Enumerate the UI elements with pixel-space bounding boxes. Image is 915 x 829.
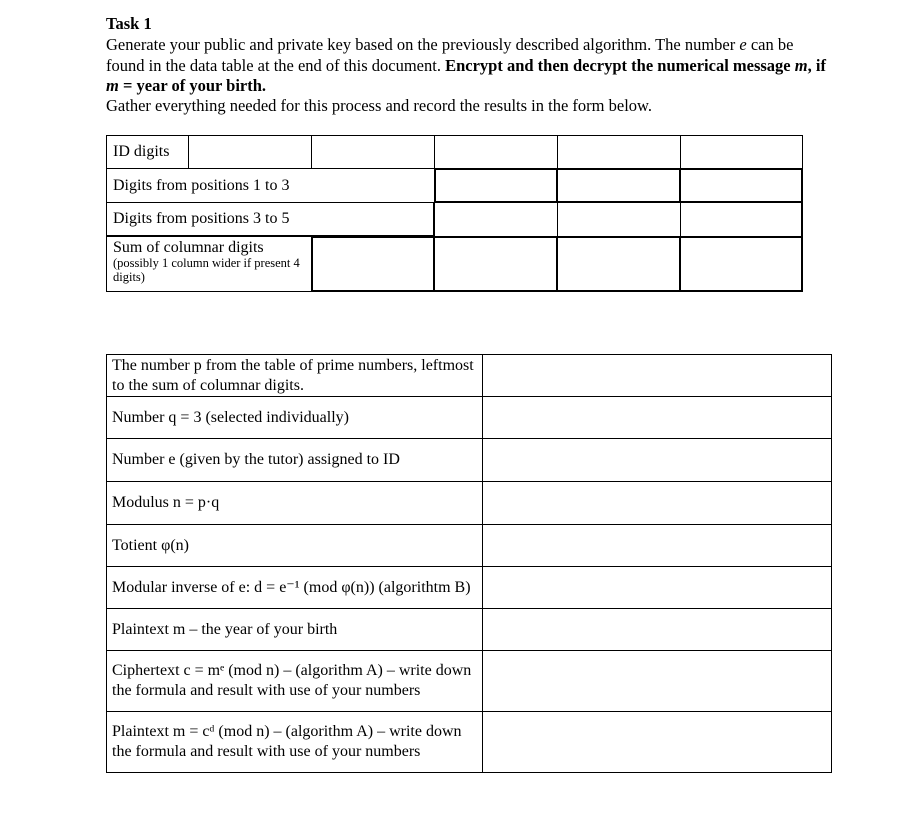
positions-1-3-cell[interactable] <box>434 168 558 203</box>
plaintext-label: Plaintext m – the year of your birth <box>107 609 483 651</box>
instr-var-e: e <box>739 35 747 54</box>
sum-columnar-cell[interactable] <box>434 236 558 292</box>
sum-columnar-note: (possibly 1 column wider if present 4 digits) <box>113 256 300 284</box>
table-row <box>107 712 832 773</box>
instr-bold-1: Encrypt and then decrypt the numerical message <box>445 55 795 75</box>
table-row <box>107 397 832 439</box>
positions-1-3-label-cell <box>106 168 435 203</box>
instr-part-2: can be found in the data table at the end of this document. <box>106 35 794 75</box>
inverse-label: Modular inverse of e: d = e⁻¹ (mod φ(n)) (algorithtm B) <box>107 567 483 609</box>
table-row <box>107 567 832 609</box>
id-digit-cell[interactable] <box>557 135 681 169</box>
id-digits-table <box>106 135 803 292</box>
table-row <box>107 609 832 651</box>
table-row <box>107 525 832 567</box>
sum-columnar-label: Sum of columnar digits <box>113 239 264 256</box>
inverse-value-cell[interactable] <box>483 567 832 609</box>
positions-1-3-label: Digits from positions 1 to 3 <box>113 176 290 194</box>
positions-1-3-cell[interactable] <box>557 168 681 203</box>
sum-columnar-label-cell <box>106 236 312 292</box>
task-instructions <box>106 35 836 97</box>
decrypt-label: Plaintext m = cᵈ (mod n) – (algorithm A) – write down the formula and result with use of your numbers <box>107 712 483 773</box>
q-value-cell[interactable] <box>483 397 832 439</box>
modulus-value-cell[interactable] <box>483 482 832 525</box>
table-row <box>107 651 832 712</box>
totient-label: Totient φ(n) <box>107 525 483 567</box>
sum-columnar-cell[interactable] <box>557 236 681 292</box>
e-label: Number e (given by the tutor) assigned to ID <box>107 439 483 482</box>
instr-bold-m2: m <box>106 76 119 95</box>
id-digits-label: ID digits <box>113 143 170 160</box>
modulus-label: Modulus n = p·q <box>107 482 483 525</box>
id-digit-cell[interactable] <box>188 135 312 169</box>
id-digit-cell[interactable] <box>680 135 803 169</box>
instr-bold-m: m <box>794 55 808 75</box>
table-row <box>107 482 832 525</box>
id-digits-label-cell <box>106 135 189 169</box>
q-label: Number q = 3 (selected individually) <box>107 397 483 439</box>
task-title: Task 1 <box>106 14 152 33</box>
key-table <box>106 354 832 773</box>
plaintext-value-cell[interactable] <box>483 609 832 651</box>
totient-value-cell[interactable] <box>483 525 832 567</box>
instr-bold-3: = year of your birth. <box>118 76 267 95</box>
table-row <box>107 355 832 397</box>
decrypt-value-cell[interactable] <box>483 712 832 773</box>
positions-3-5-cell[interactable] <box>557 202 681 237</box>
p-label: The number p from the table of prime numbers, leftmost to the sum of columnar digits. <box>107 355 483 397</box>
positions-1-3-cell[interactable] <box>680 168 803 203</box>
positions-3-5-cell[interactable] <box>434 202 558 237</box>
gather-instruction: Gather everything needed for this process and record the results in the form below. <box>106 96 652 115</box>
id-digit-cell[interactable] <box>434 135 558 169</box>
e-value-cell[interactable] <box>483 439 832 482</box>
positions-3-5-label: Digits from positions 3 to 5 <box>113 210 290 227</box>
instr-bold-2: , if <box>807 55 826 75</box>
instr-part-1: Generate your public and private key based on the previously described algorithm. The number <box>106 35 740 54</box>
sum-columnar-cell[interactable] <box>311 236 435 292</box>
table-row <box>107 439 832 482</box>
positions-3-5-label-cell <box>106 202 435 237</box>
positions-3-5-cell[interactable] <box>680 202 803 237</box>
id-digit-cell[interactable] <box>311 135 435 169</box>
sum-columnar-cell[interactable] <box>680 236 803 292</box>
ciphertext-label: Ciphertext c = mᵉ (mod n) – (algorithm A) – write down the formula and result with use of your numbers <box>107 651 483 712</box>
p-value-cell[interactable] <box>483 355 832 397</box>
ciphertext-value-cell[interactable] <box>483 651 832 712</box>
